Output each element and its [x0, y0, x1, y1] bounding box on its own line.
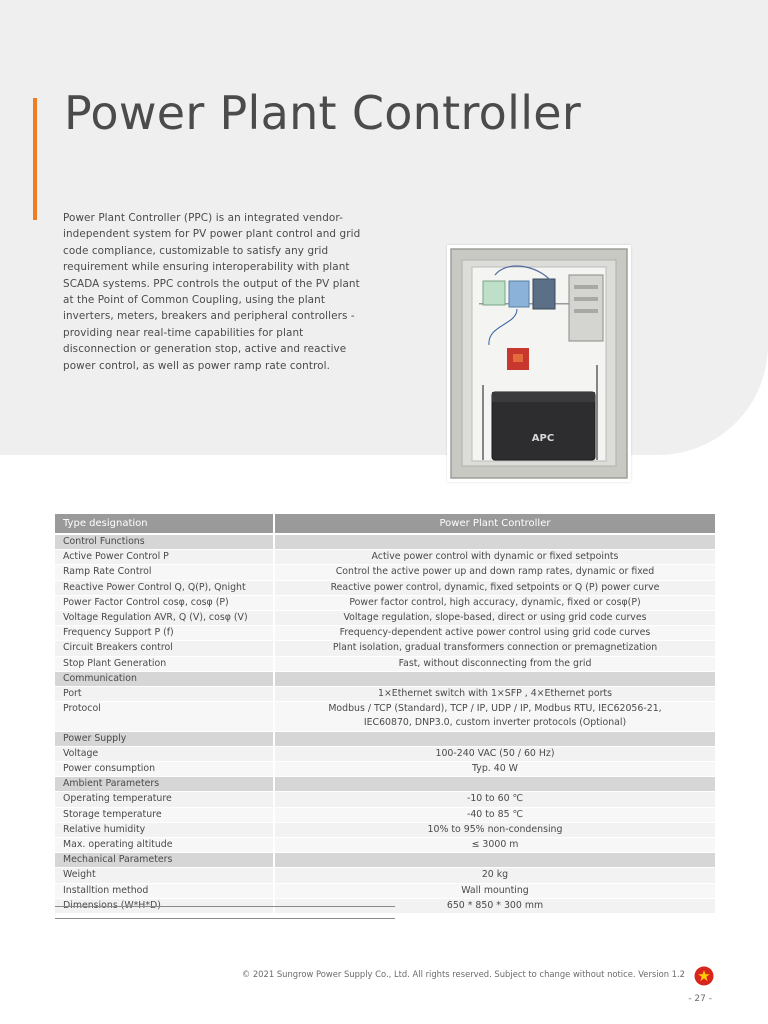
- row-value: 10% to 95% non-condensing: [275, 823, 715, 838]
- spec-table: [55, 514, 715, 914]
- header-type-designation: Type designation: [55, 514, 275, 535]
- section-blank-cell: [275, 777, 715, 792]
- table-row: [55, 565, 715, 580]
- section-title: Control Functions: [55, 535, 275, 550]
- table-row: [55, 884, 715, 899]
- row-value: ≤ 3000 m: [275, 838, 715, 853]
- row-value: Fast, without disconnecting from the grid: [275, 657, 715, 672]
- section-row: [55, 535, 715, 550]
- accent-bar: [33, 98, 37, 220]
- table-row: [55, 611, 715, 626]
- page-number: - 27 -: [688, 994, 712, 1004]
- table-row: [55, 747, 715, 762]
- row-label: Max. operating altitude: [55, 838, 275, 853]
- row-value: 20 kg: [275, 868, 715, 883]
- vietnam-flag-icon: [694, 966, 714, 990]
- intro-paragraph: Power Plant Controller (PPC) is an integrated vendor-independent system for PV power plant control and grid code compliance, customizable to satisfy any grid requirement while ensuring interoperability with plant SCADA systems. PPC controls the output of the PV plant at the Point of Common Coupling, using the plant inverters, meters, breakers and peripheral controllers - providing near real-time capabilities for plant disconnection or generation stop, active and reactive power control, as well as power ramp rate control.: [63, 212, 361, 372]
- row-value: 650 * 850 * 300 mm: [275, 899, 715, 914]
- row-value: Modbus / TCP (Standard), TCP / IP, UDP / IP, Modbus RTU, IEC62056-21, IEC60870, DNP3.0, custom inverter protocols (Optional): [275, 702, 715, 731]
- row-value: Reactive power control, dynamic, fixed setpoints or Q (P) power curve: [275, 581, 715, 596]
- row-value: Wall mounting: [275, 884, 715, 899]
- row-value: 1×Ethernet switch with 1×SFP , 4×Ethernet ports: [275, 687, 715, 702]
- table-row: [55, 626, 715, 641]
- row-label: Power Factor Control cosφ, cosφ (P): [55, 596, 275, 611]
- row-label: Weight: [55, 868, 275, 883]
- row-label: Power consumption: [55, 762, 275, 777]
- row-value: -40 to 85 ℃: [275, 808, 715, 823]
- spec-table-body: [55, 535, 715, 914]
- table-row: [55, 596, 715, 611]
- table-row: [55, 702, 715, 731]
- row-value: Plant isolation, gradual transformers connection or premagnetization: [275, 641, 715, 656]
- row-label: Protocol: [55, 702, 275, 731]
- footnote-divider: [55, 918, 395, 919]
- row-label: Reactive Power Control Q, Q(P), Qnight: [55, 581, 275, 596]
- page-title: Power Plant Controller: [64, 86, 582, 140]
- table-row: [55, 550, 715, 565]
- row-label: Voltage: [55, 747, 275, 762]
- table-row: [55, 581, 715, 596]
- row-label: Ramp Rate Control: [55, 565, 275, 580]
- row-value: Active power control with dynamic or fixed setpoints: [275, 550, 715, 565]
- table-row: [55, 792, 715, 807]
- row-value: Frequency-dependent active power control using grid code curves: [275, 626, 715, 641]
- section-row: [55, 732, 715, 747]
- table-row: [55, 868, 715, 883]
- row-label: Relative humidity: [55, 823, 275, 838]
- row-value: Voltage regulation, slope-based, direct or using grid code curves: [275, 611, 715, 626]
- ups-brand-label: APC: [531, 433, 555, 444]
- section-title: Mechanical Parameters: [55, 853, 275, 868]
- row-value: 100-240 VAC (50 / 60 Hz): [275, 747, 715, 762]
- table-row: [55, 657, 715, 672]
- row-label: Frequency Support P (f): [55, 626, 275, 641]
- row-label: Port: [55, 687, 275, 702]
- row-label: Circuit Breakers control: [55, 641, 275, 656]
- row-label: Voltage Regulation AVR, Q (V), cosφ (V): [55, 611, 275, 626]
- row-label: Storage temperature: [55, 808, 275, 823]
- section-title: Power Supply: [55, 732, 275, 747]
- section-blank-cell: [275, 535, 715, 550]
- row-label: Active Power Control P: [55, 550, 275, 565]
- table-row: [55, 823, 715, 838]
- table-header-row: [55, 514, 715, 535]
- section-title: Communication: [55, 672, 275, 687]
- footer-copyright: © 2021 Sungrow Power Supply Co., Ltd. All rights reserved. Subject to change without notice. Version 1.2: [241, 969, 685, 979]
- section-row: [55, 853, 715, 868]
- row-label: Installtion method: [55, 884, 275, 899]
- row-value: -10 to 60 ℃: [275, 792, 715, 807]
- table-row: [55, 641, 715, 656]
- row-value: Typ. 40 W: [275, 762, 715, 777]
- row-value: Control the active power up and down ramp rates, dynamic or fixed: [275, 565, 715, 580]
- row-label: Stop Plant Generation: [55, 657, 275, 672]
- section-blank-cell: [275, 853, 715, 868]
- footnote-divider: [55, 906, 395, 907]
- section-blank-cell: [275, 672, 715, 687]
- header-product-name: Power Plant Controller: [275, 514, 715, 535]
- section-row: [55, 672, 715, 687]
- row-value: Power factor control, high accuracy, dynamic, fixed or cosφ(P): [275, 596, 715, 611]
- table-row: [55, 808, 715, 823]
- section-title: Ambient Parameters: [55, 777, 275, 792]
- row-label: Dimensions (W*H*D): [55, 899, 275, 914]
- table-row: [55, 838, 715, 853]
- product-image: [447, 245, 631, 482]
- section-row: [55, 777, 715, 792]
- section-blank-cell: [275, 732, 715, 747]
- table-row: [55, 687, 715, 702]
- row-label: Operating temperature: [55, 792, 275, 807]
- table-row: [55, 762, 715, 777]
